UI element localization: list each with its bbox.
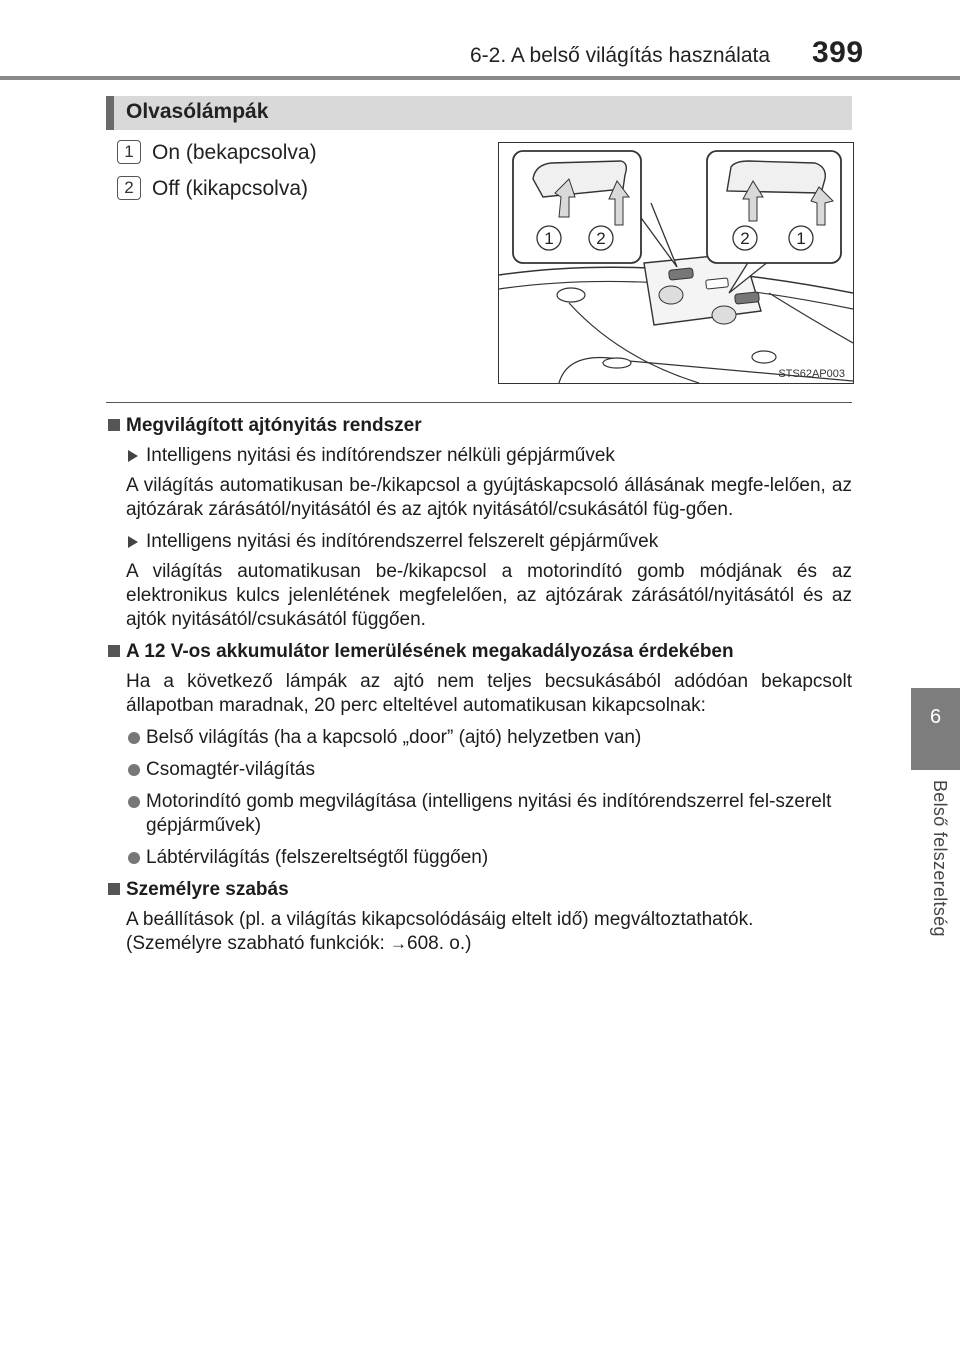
section-divider — [106, 402, 852, 403]
figure-callout-right-1: 1 — [796, 229, 806, 248]
figure-callout-left-1: 1 — [544, 229, 554, 248]
list-item: Belső világítás (ha a kapcsoló „door” (ajtó) helyzetben van) — [106, 726, 852, 750]
note-paragraph: A világítás automatikusan be-/kikapcsol a motorindító gomb módjának és az elektronikus kulcs jelenlétének megfelelően, az ajtózárak zárásától/nyitásától és az ajtók nyitásától/csukásától függően. — [126, 561, 852, 630]
notes-body — [106, 414, 852, 964]
figure-callout-left-2: 2 — [596, 229, 606, 248]
list-item: Motorindító gomb megvilágítása (intelligens nyitási és indítórendszerrel fel-szerelt gépjárművek) — [106, 790, 852, 838]
reading-lamp-figure — [499, 143, 853, 383]
page-number: 399 — [812, 36, 864, 69]
xref-prefix: (Személyre szabható funkciók: — [126, 933, 391, 954]
chapter-tab — [911, 688, 960, 770]
note-subitem: Intelligens nyitási és indítórendszer nélküli gépjárművek — [106, 444, 852, 468]
note-heading-customization: Személyre szabás — [106, 878, 852, 902]
chapter-label: Belső felszereltség — [930, 780, 950, 937]
item-label-on: On (bekapcsolva) — [152, 141, 317, 164]
note-subitem: Intelligens nyitási és indítórendszerrel felszerelt gépjárművek — [106, 530, 852, 554]
xref-page-link[interactable]: 608. o.) — [407, 933, 472, 954]
section-heading-accent — [106, 96, 114, 130]
item-number-1: 1 — [117, 140, 141, 164]
cross-reference — [106, 932, 852, 956]
figure-code: STS62AP003 — [778, 368, 845, 380]
note-paragraph: A világítás automatikusan be-/kikapcsol a gyújtáskapcsoló állásának megfe-lelően, az ajtózárak zárásától/nyitásától és az ajtók nyitásától/csukásától füg-gően. — [126, 475, 852, 520]
reading-lamp-illustration — [498, 142, 854, 384]
note-heading-battery-saver: A 12 V-os akkumulátor lemerülésének megakadályozása érdekében — [106, 640, 852, 664]
running-header-title: 6-2. A belső világítás használata — [470, 44, 771, 67]
section-title: Olvasólámpák — [126, 100, 269, 123]
item-number-2: 2 — [117, 176, 141, 200]
chapter-number: 6 — [929, 706, 942, 728]
header-rule — [0, 76, 960, 80]
list-item: Csomagtér-világítás — [106, 758, 852, 782]
arrow-right-icon: → — [390, 934, 408, 953]
item-label-off: Off (kikapcsolva) — [152, 177, 308, 200]
figure-callout-right-2: 2 — [740, 229, 750, 248]
list-item: Lábtérvilágítás (felszereltségtől függően) — [106, 846, 852, 870]
note-paragraph: Ha a következő lámpák az ajtó nem teljes becsukásából adódóan bekapcsolt állapotban maradnak, 20 perc elteltével automatikusan kikapcsolnak: — [126, 671, 852, 716]
note-heading-illuminated-entry: Megvilágított ajtónyitás rendszer — [106, 414, 852, 438]
note-paragraph: A beállítások (pl. a világítás kikapcsolódásáig eltelt idő) megváltoztathatók. — [126, 909, 754, 930]
